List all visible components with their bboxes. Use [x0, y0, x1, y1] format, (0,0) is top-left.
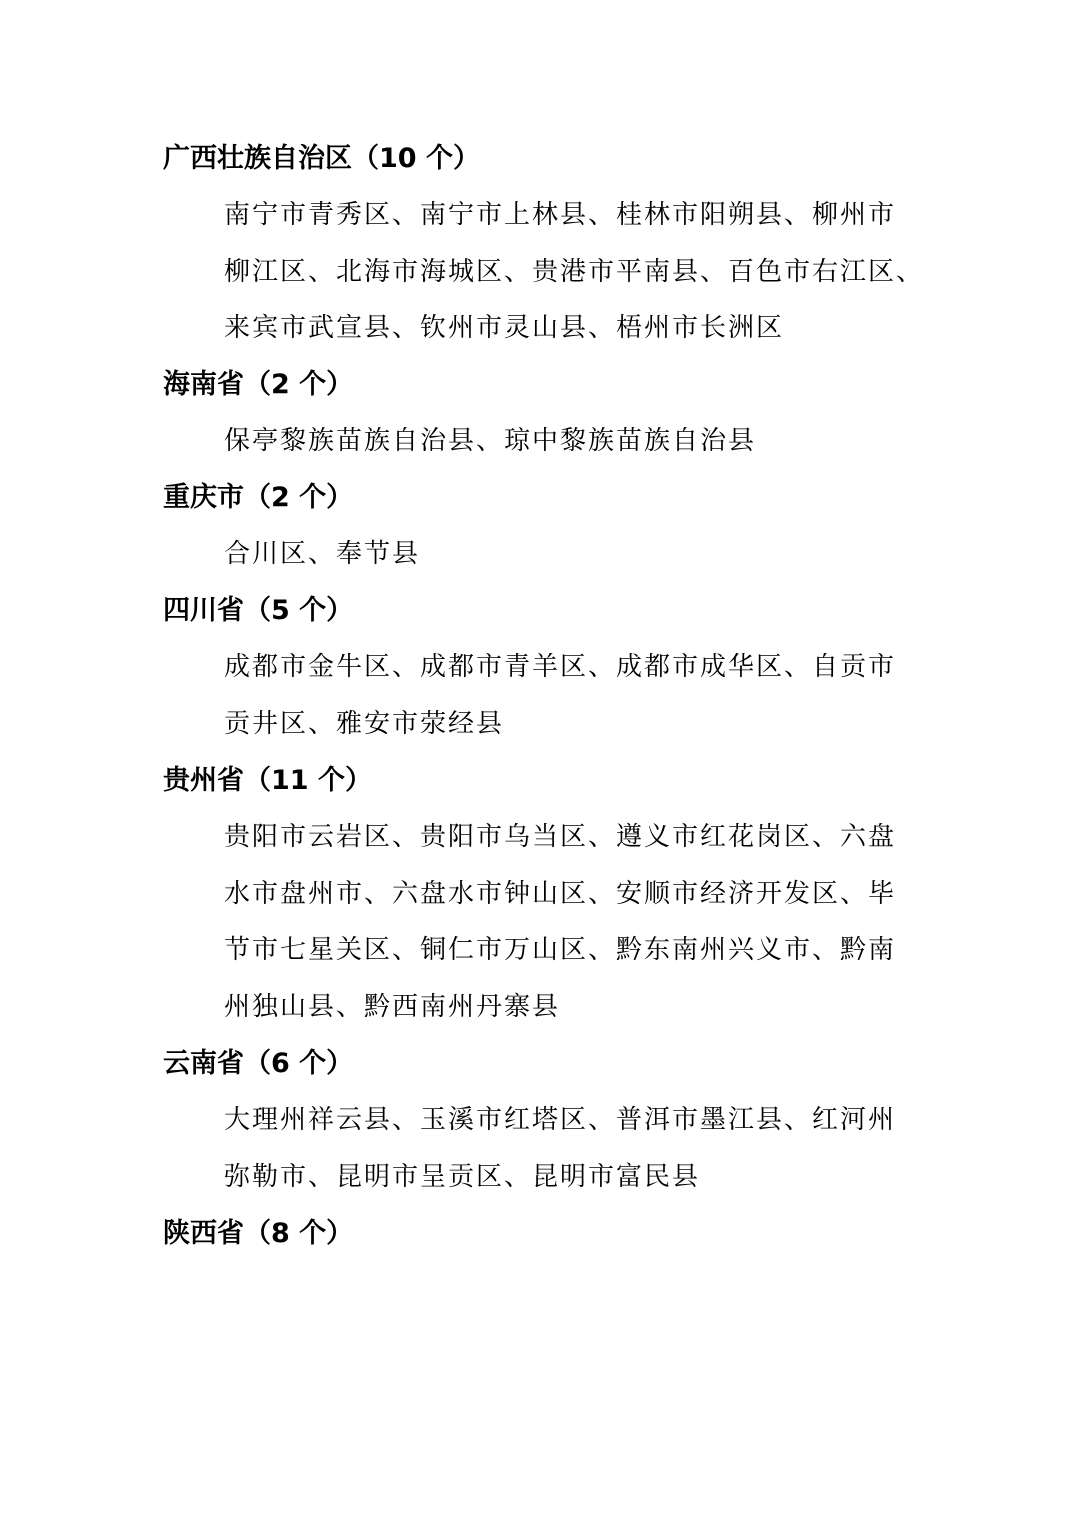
section-heading-sichuan: 四川省（5 个） — [163, 595, 354, 626]
section-body-hainan — [224, 413, 756, 470]
body-line: 贵阳市云岩区、贵阳市乌当区、遵义市红花岗区、六盘 — [224, 822, 897, 852]
section-heading-chongqing: 重庆市（2 个） — [163, 482, 354, 513]
body-line: 弥勒市、昆明市呈贡区、昆明市富民县 — [224, 1161, 701, 1192]
body-line: 成都市金牛区、成都市青羊区、成都市成华区、自贡市 — [224, 652, 897, 682]
section-heading-guizhou: 贵州省（11 个） — [163, 765, 372, 796]
body-line: 水市盘州市、六盘水市钟山区、安顺市经济开发区、毕 — [224, 878, 897, 909]
section-heading-guangxi: 广西壮族自治区（10 个） — [163, 143, 480, 174]
body-line: 保亭黎族苗族自治县、琼中黎族苗族自治县 — [224, 426, 757, 456]
section-body-sichuan — [224, 639, 896, 752]
body-line: 南宁市青秀区、南宁市上林县、桂林市阳朔县、柳州市 — [224, 200, 897, 230]
section-heading-shaanxi: 陕西省（8 个） — [163, 1218, 354, 1249]
body-line: 合川区、奉节县 — [224, 539, 421, 569]
body-line: 节市七星关区、铜仁市万山区、黔东南州兴义市、黔南 — [224, 935, 897, 965]
body-line: 柳江区、北海市海城区、贵港市平南县、百色市右江区、 — [224, 256, 925, 287]
section-heading-yunnan: 云南省（6 个） — [163, 1048, 354, 1079]
body-line: 贡井区、雅安市荥经县 — [224, 708, 505, 739]
body-line: 来宾市武宣县、钦州市灵山县、梧州市长洲区 — [224, 313, 785, 343]
section-heading-hainan: 海南省（2 个） — [163, 369, 354, 400]
section-body-chongqing — [224, 526, 420, 583]
section-body-guizhou — [224, 809, 896, 1035]
body-line: 大理州祥云县、玉溪市红塔区、普洱市墨江县、红河州 — [224, 1105, 897, 1135]
section-body-yunnan — [224, 1092, 896, 1205]
body-line: 州独山县、黔西南州丹寨县 — [224, 991, 561, 1022]
section-body-guangxi — [224, 187, 924, 357]
